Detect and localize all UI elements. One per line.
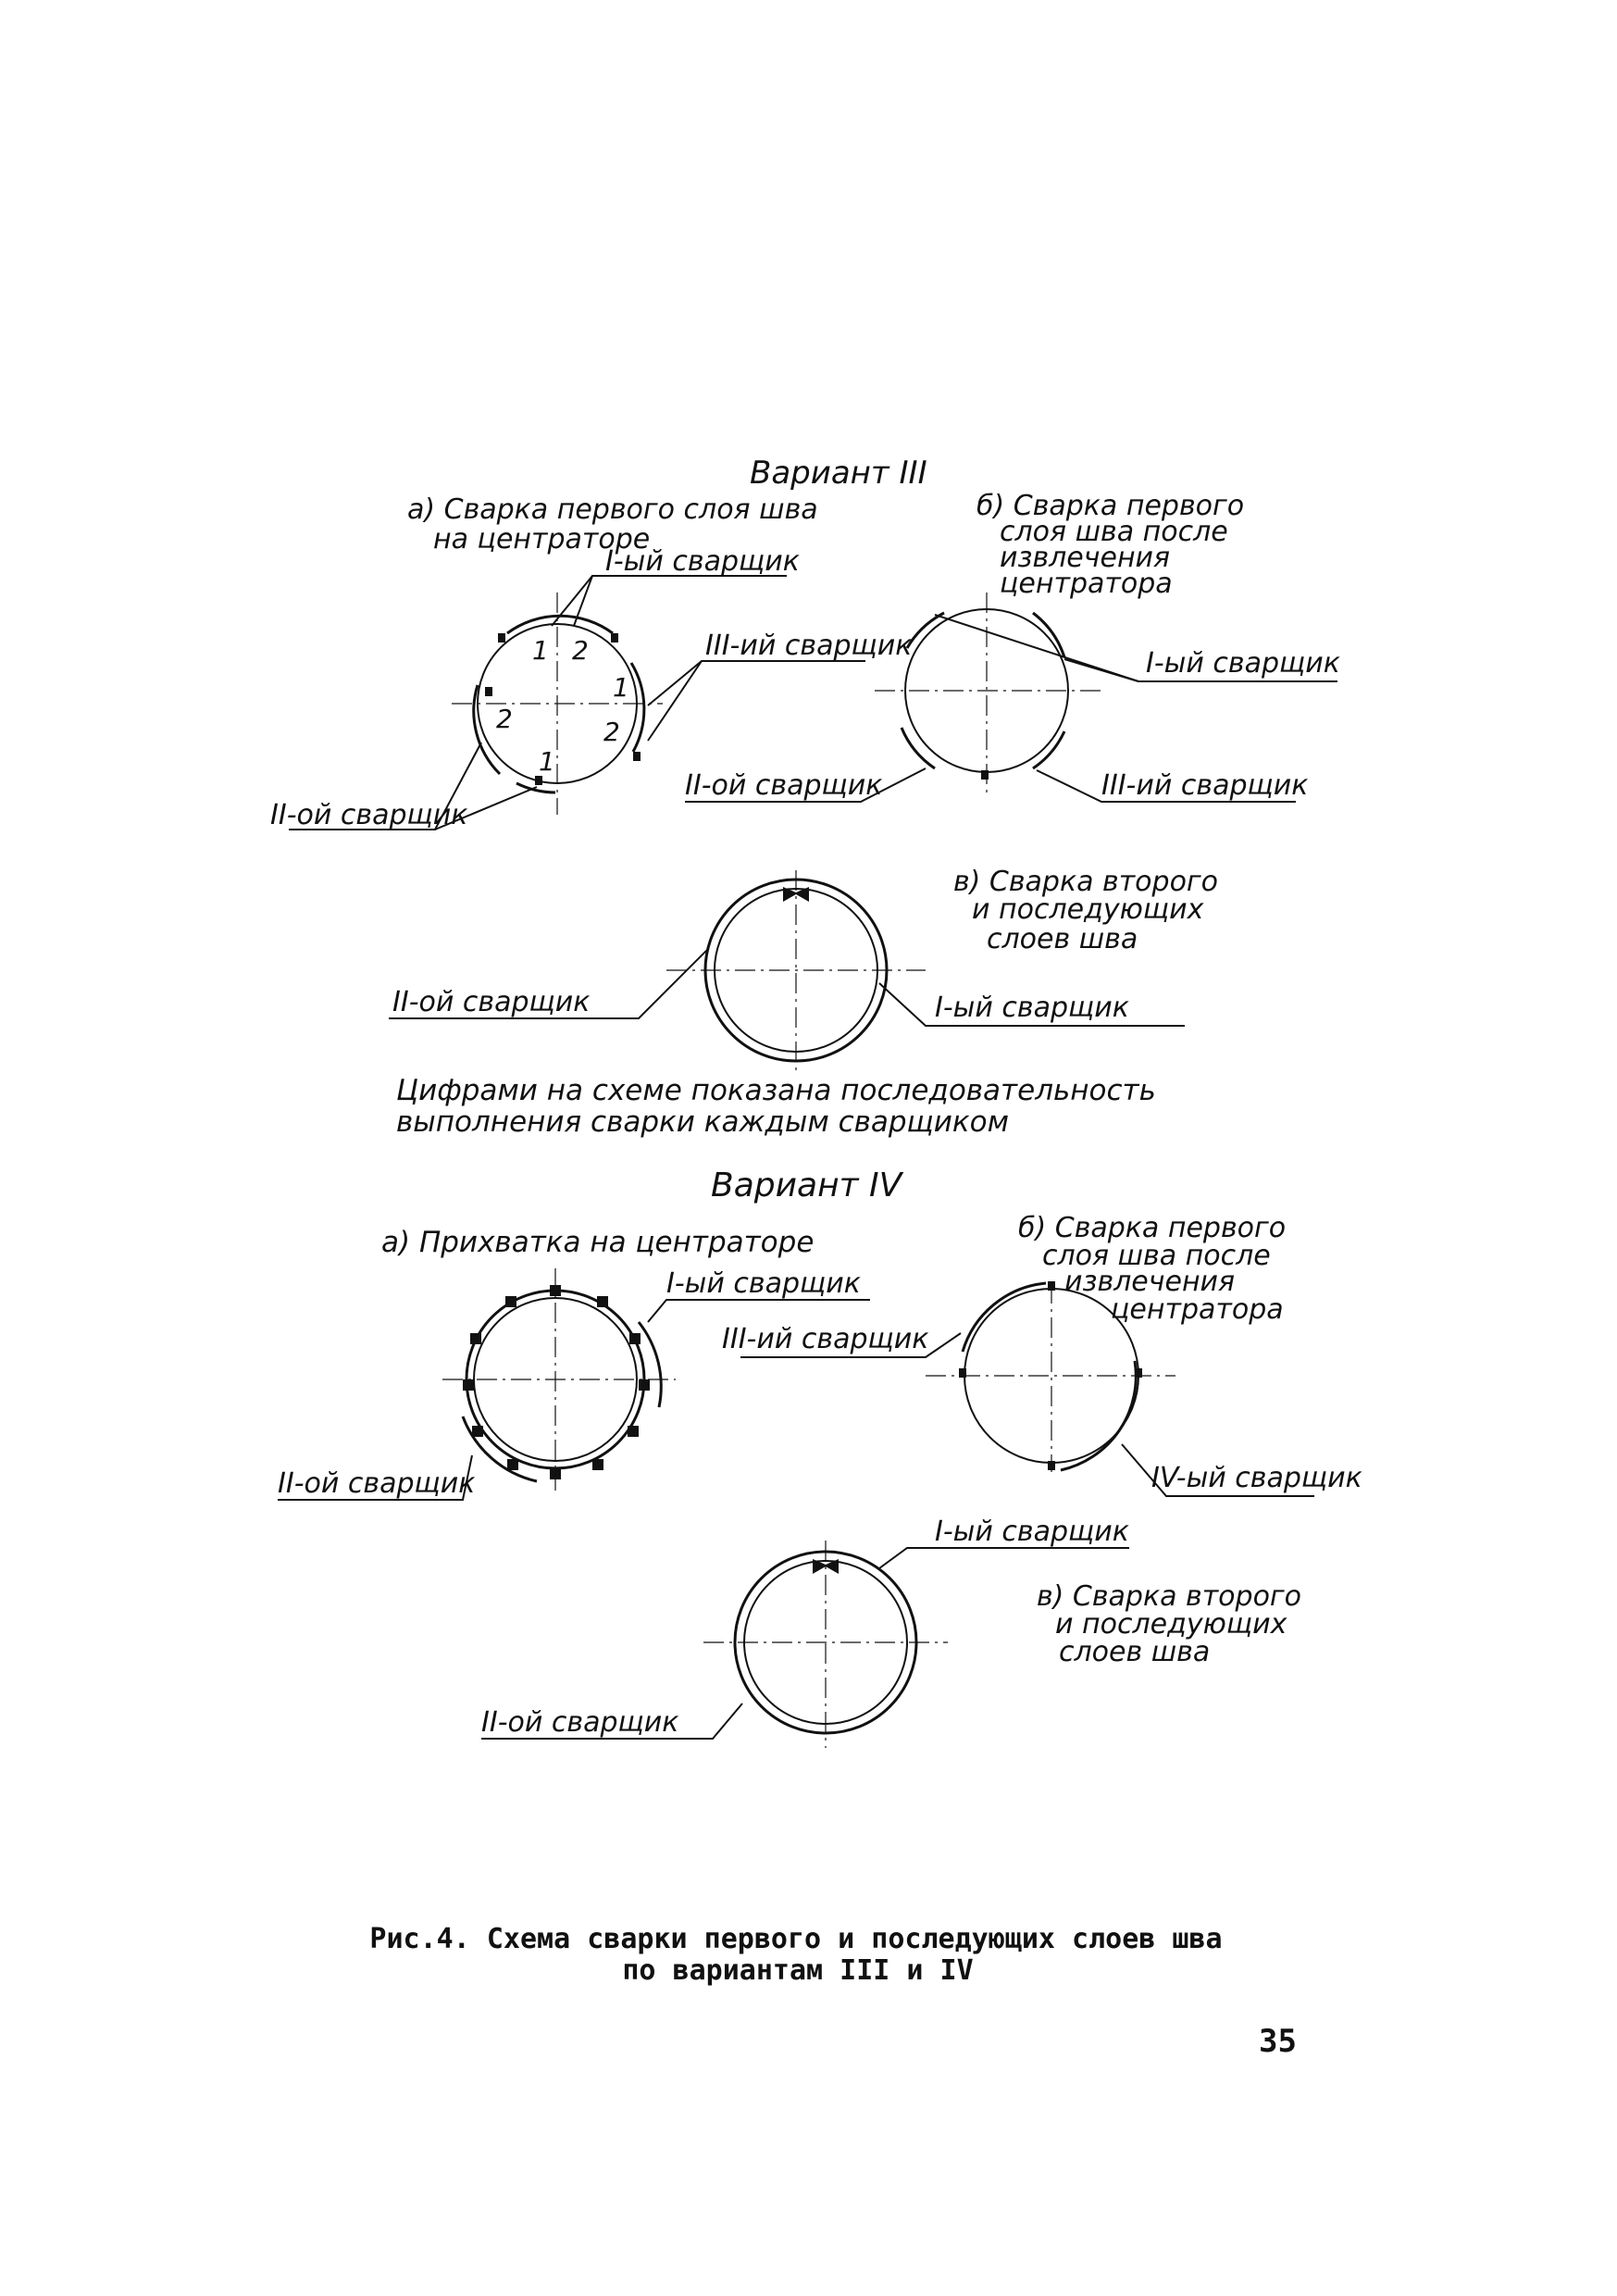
note-line2: выполнения сварки каждым сварщиком: [396, 1105, 1009, 1139]
variant4-a-diagram: [278, 1268, 870, 1500]
tack-weld: [505, 1296, 516, 1307]
weld-arc: [1033, 613, 1064, 657]
figure-caption: [369, 1923, 1222, 1987]
welder-label: IV-ый сварщик: [1151, 1462, 1362, 1494]
tack-weld: [472, 1426, 483, 1437]
variant3-b-caption-line2: слоя шва после: [1000, 516, 1228, 548]
variant4-b-caption-line2: слоя шва после: [1042, 1240, 1271, 1272]
variant4-title: Вариант IV: [711, 1167, 902, 1204]
variant4-a-caption: а) Прихватка на центраторе: [381, 1226, 815, 1259]
welder-label: I-ый сварщик: [935, 1516, 1129, 1548]
variant4-c-caption-line1: в) Сварка второго: [1037, 1580, 1302, 1613]
weld-arc: [1061, 1361, 1136, 1470]
tack-weld: [470, 1333, 481, 1344]
welder-label: III-ий сварщик: [1101, 769, 1309, 802]
weld-arc: [631, 663, 644, 752]
welder-label: I-ый сварщик: [666, 1267, 861, 1300]
welder-label: I-ый сварщик: [1146, 647, 1340, 680]
variant3-c-caption-line1: в) Сварка второго: [953, 866, 1219, 898]
welder-label: I-ый сварщик: [605, 545, 800, 578]
weld-arc: [907, 613, 944, 648]
variant3-c-caption-line2: и последующих: [972, 893, 1204, 926]
seq-number: 1: [613, 672, 629, 703]
figure-caption-line1: Рис.4. Схема сварки первого и последующих слоев шва: [369, 1923, 1223, 1955]
tack-weld: [507, 1459, 518, 1470]
tack-weld: [628, 1426, 639, 1437]
tack-weld: [592, 1459, 603, 1470]
welder-label: II-ой сварщик: [392, 986, 591, 1018]
tack-weld: [629, 1333, 641, 1344]
variant3-title: Вариант III: [750, 455, 927, 492]
seq-number: 1: [539, 746, 555, 777]
variant3-c-caption: [953, 866, 1218, 955]
page-number: 35: [1259, 2023, 1297, 2060]
welder-label: II-ой сварщик: [685, 769, 883, 802]
variant4-b-caption: [1018, 1212, 1286, 1326]
weld-arc: [1033, 731, 1064, 768]
welder-label: III-ий сварщик: [705, 630, 913, 662]
tack-weld: [550, 1468, 561, 1479]
variant3-b-caption-line3: извлечения: [1000, 542, 1171, 574]
variant4-c-caption-line3: слоев шва: [1059, 1636, 1211, 1668]
variant4-c-caption-line2: и последующих: [1055, 1608, 1287, 1641]
welder-label: II-ой сварщик: [270, 799, 468, 831]
variant3-c-caption-line3: слоев шва: [987, 923, 1138, 955]
variant4-b-caption-line1: б) Сварка первого: [1018, 1212, 1287, 1244]
tack-weld: [597, 1296, 608, 1307]
seq-number: 2: [603, 717, 620, 747]
variant3-b-caption: [976, 490, 1244, 600]
note-line1: Цифрами на схеме показана последовательность: [396, 1074, 1156, 1107]
variant3-b-caption-line4: центратора: [1000, 568, 1173, 600]
welder-label: I-ый сварщик: [935, 992, 1129, 1024]
seq-number: 1: [532, 635, 549, 666]
welder-label: III-ий сварщик: [722, 1323, 929, 1355]
variant4-c-caption: [1037, 1580, 1301, 1668]
seq-number: 2: [496, 704, 513, 734]
sequence-note: [396, 1074, 1156, 1139]
welder-label: II-ой сварщик: [481, 1706, 679, 1739]
tack-weld: [463, 1379, 474, 1391]
variant4-b-caption-line4: центратора: [1111, 1293, 1284, 1326]
weld-arc: [963, 1283, 1046, 1352]
variant3-a-caption-line1: а) Сварка первого слоя шва: [407, 493, 818, 526]
variant4-b-caption-line3: извлечения: [1064, 1266, 1236, 1298]
welder-label: II-ой сварщик: [278, 1467, 476, 1500]
tack-weld: [639, 1379, 650, 1391]
variant3-a-caption-line2: на центраторе: [433, 523, 651, 555]
figure-caption-line2: по вариантам III и IV: [622, 1954, 974, 1987]
tack-weld: [550, 1285, 561, 1296]
variant3-b-caption-line1: б) Сварка первого: [976, 490, 1245, 522]
seq-number: 2: [572, 635, 589, 666]
